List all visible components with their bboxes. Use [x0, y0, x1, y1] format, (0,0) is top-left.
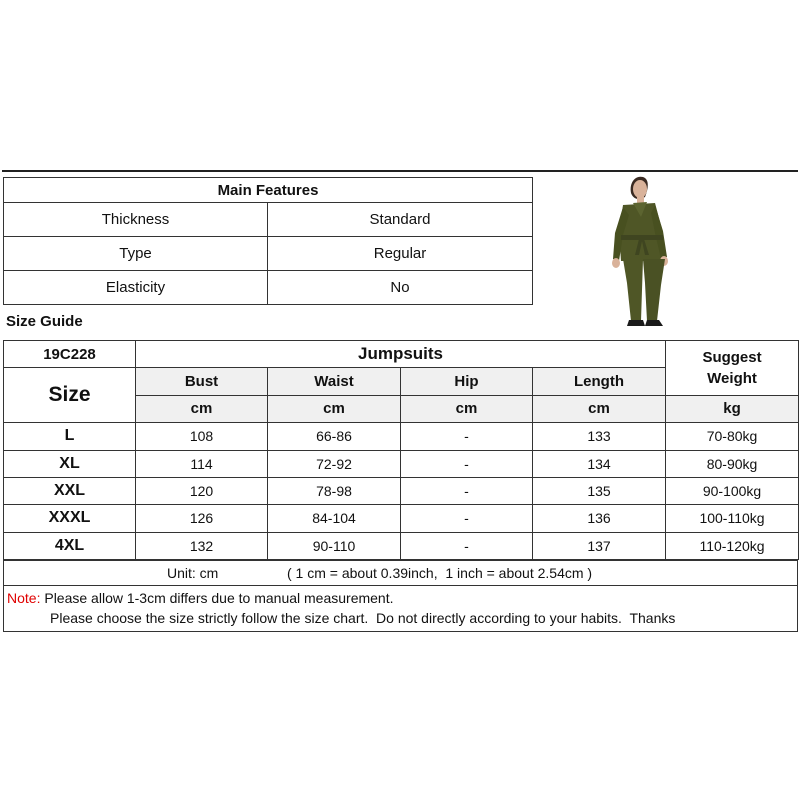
hip-cell: -	[401, 532, 533, 559]
waist-cell: 72-92	[268, 450, 401, 477]
bust-cell: 114	[136, 450, 268, 477]
note-line-2: Please choose the size strictly follow the size chart. Do not directly according to your habits. Thanks	[50, 610, 676, 626]
feature-row	[4, 203, 533, 237]
column-header: Length	[533, 368, 666, 395]
feature-label: Elasticity	[4, 271, 268, 305]
main-features-title: Main Features	[4, 178, 533, 203]
bust-cell: 108	[136, 423, 268, 450]
size-chart-table	[3, 340, 799, 560]
bust-cell: 120	[136, 477, 268, 504]
weight-cell: 80-90kg	[666, 450, 799, 477]
note-label: Note:	[7, 590, 41, 606]
note-box	[4, 586, 798, 632]
hip-cell: -	[401, 477, 533, 504]
unit-header: cm	[401, 395, 533, 422]
table-row	[4, 505, 799, 532]
feature-label: Type	[4, 237, 268, 271]
table-row	[4, 532, 799, 559]
weight-cell: 70-80kg	[666, 423, 799, 450]
footer-notes	[3, 560, 798, 632]
column-header: Waist	[268, 368, 401, 395]
weight-unit-header: kg	[666, 395, 799, 422]
feature-row	[4, 271, 533, 305]
waist-cell: 90-110	[268, 532, 401, 559]
unit-row	[4, 561, 798, 586]
weight-header: Suggest Weight	[666, 341, 799, 396]
feature-label: Thickness	[4, 203, 268, 237]
weight-cell: 100-110kg	[666, 505, 799, 532]
size-header: Size	[4, 368, 136, 423]
length-cell: 133	[533, 423, 666, 450]
product-photo	[583, 173, 731, 330]
weight-cell: 90-100kg	[666, 477, 799, 504]
size-cell: 4XL	[4, 532, 136, 559]
column-header: Hip	[401, 368, 533, 395]
category-title: Jumpsuits	[136, 341, 666, 368]
size-cell: XXL	[4, 477, 136, 504]
bust-cell: 126	[136, 505, 268, 532]
weight-cell: 110-120kg	[666, 532, 799, 559]
unit-label: Unit: cm	[167, 565, 219, 581]
column-header: Bust	[136, 368, 268, 395]
unit-header: cm	[136, 395, 268, 422]
product-code: 19C228	[4, 341, 136, 368]
feature-row	[4, 237, 533, 271]
main-features-table	[3, 177, 533, 305]
waist-cell: 66-86	[268, 423, 401, 450]
bust-cell: 132	[136, 532, 268, 559]
feature-value: No	[268, 271, 533, 305]
size-cell: XL	[4, 450, 136, 477]
feature-value: Regular	[268, 237, 533, 271]
waist-cell: 78-98	[268, 477, 401, 504]
table-row	[4, 423, 799, 450]
length-cell: 137	[533, 532, 666, 559]
feature-value: Standard	[268, 203, 533, 237]
top-rule	[2, 170, 798, 172]
waist-cell: 84-104	[268, 505, 401, 532]
table-row	[4, 450, 799, 477]
size-guide-title: Size Guide	[6, 313, 83, 330]
length-cell: 134	[533, 450, 666, 477]
size-cell: XXXL	[4, 505, 136, 532]
size-cell: L	[4, 423, 136, 450]
unit-header: cm	[533, 395, 666, 422]
unit-header: cm	[268, 395, 401, 422]
length-cell: 135	[533, 477, 666, 504]
hip-cell: -	[401, 505, 533, 532]
table-row	[4, 477, 799, 504]
hip-cell: -	[401, 423, 533, 450]
length-cell: 136	[533, 505, 666, 532]
unit-conversion: ( 1 cm = about 0.39inch, 1 inch = about 2.54cm )	[287, 565, 593, 581]
hip-cell: -	[401, 450, 533, 477]
note-line-1: Please allow 1-3cm differs due to manual measurement.	[44, 590, 394, 606]
